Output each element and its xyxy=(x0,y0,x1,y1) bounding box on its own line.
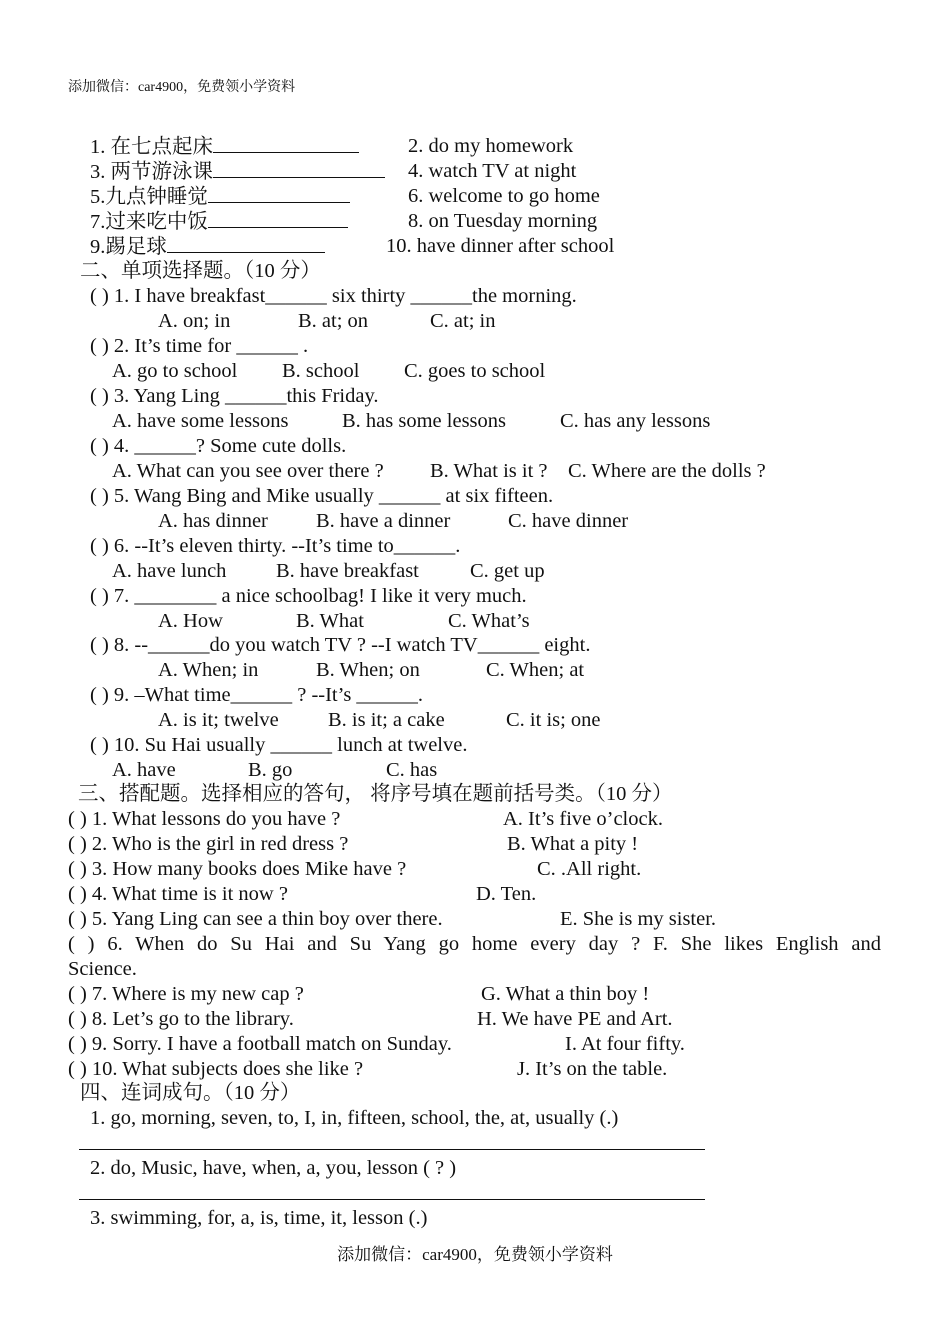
question-4-option-c: C. Where are the dolls ? xyxy=(568,460,766,482)
question-5-option-a: A. has dinner xyxy=(158,510,268,532)
question-2-option-c: C. goes to school xyxy=(404,360,546,382)
question-3-option-b: B. has some lessons xyxy=(342,410,506,432)
question-4-stem: ( ) 4. ______? Some cute dolls. xyxy=(90,435,347,457)
part1-item-8: 8. on Tuesday morning xyxy=(408,210,598,232)
match-question-2: ( ) 2. Who is the girl in red dress ? xyxy=(68,833,349,855)
question-9-option-b: B. is it; a cake xyxy=(328,709,445,731)
question-2-stem: ( ) 2. It’s time for ______ . xyxy=(90,335,309,357)
question-10-stem: ( ) 10. Su Hai usually ______ lunch at twelve. xyxy=(90,734,468,756)
match-question-5: ( ) 5. Yang Ling can see a thin boy over there. xyxy=(68,908,443,930)
answer-line-2[interactable] xyxy=(79,1199,705,1200)
question-3-option-a: A. have some lessons xyxy=(112,410,289,432)
part1-item-3: 3. 两节游泳课 xyxy=(90,159,385,184)
match-answer-f-continued: Science. xyxy=(68,958,137,980)
sentence-item-1: 1. go, morning, seven, to, I, in, fifteen, school, the, at, usually (.) xyxy=(90,1107,619,1129)
question-8-option-b: B. When; on xyxy=(316,659,420,681)
match-answer-b: B. What a pity ! xyxy=(507,833,639,855)
match-answer-c: C. .All right. xyxy=(537,858,642,880)
match-question-9: ( ) 9. Sorry. I have a football match on Sunday. xyxy=(68,1033,452,1055)
match-question-4: ( ) 4. What time is it now ? xyxy=(68,883,288,905)
question-5-stem: ( ) 5. Wang Bing and Mike usually ______ at six fifteen. xyxy=(90,485,554,507)
part4-title: 四、连词成句。（10 分） xyxy=(80,1082,301,1104)
part1-item-2: 2. do my homework xyxy=(408,135,574,157)
question-8-option-c: C. When; at xyxy=(486,659,585,681)
question-7-option-b: B. What xyxy=(296,610,364,632)
question-10-option-b: B. go xyxy=(248,759,293,781)
question-8-option-a: A. When; in xyxy=(158,659,259,681)
question-8-stem: ( ) 8. --______do you watch TV ? --I watch TV______ eight. xyxy=(90,634,591,656)
answer-line-1[interactable] xyxy=(79,1149,705,1150)
question-9-option-c: C. it is; one xyxy=(506,709,601,731)
question-6-stem: ( ) 6. --It’s eleven thirty. --It’s time to______. xyxy=(90,535,461,557)
footer-note: 添加微信：car4900，免费领小学资料 xyxy=(337,1245,613,1264)
match-question-6: ( ) 6. When do Su Hai and Su Yang go home every day ? F. She likes English and xyxy=(68,933,881,955)
question-5-option-c: C. have dinner xyxy=(508,510,629,532)
question-4-option-b: B. What is it ? xyxy=(430,460,548,482)
answer-blank[interactable] xyxy=(208,209,348,228)
question-2-option-b: B. school xyxy=(282,360,360,382)
part1-item-9: 9.踢足球 xyxy=(90,234,325,259)
part1-item-4: 4. watch TV at night xyxy=(408,160,577,182)
question-10-option-c: C. has xyxy=(386,759,438,781)
question-7-stem: ( ) 7. ________ a nice schoolbag! I like it very much. xyxy=(90,585,527,607)
part1-item-5: 5.九点钟睡觉 xyxy=(90,184,350,209)
question-7-option-a: A. How xyxy=(158,610,223,632)
match-question-10: ( ) 10. What subjects does she like ? xyxy=(68,1058,364,1080)
question-1-stem: ( ) 1. I have breakfast______ six thirty ______the morning. xyxy=(90,285,577,307)
match-answer-g: G. What a thin boy ! xyxy=(481,983,650,1005)
question-7-option-c: C. What’s xyxy=(448,610,530,632)
part1-item-6: 6. welcome to go home xyxy=(408,185,600,207)
question-4-option-a: A. What can you see over there ? xyxy=(112,460,384,482)
question-6-option-b: B. have breakfast xyxy=(276,560,419,582)
question-1-option-a: A. on; in xyxy=(158,310,231,332)
question-1-option-c: C. at; in xyxy=(430,310,496,332)
question-10-option-a: A. have xyxy=(112,759,176,781)
answer-blank[interactable] xyxy=(213,134,359,153)
question-6-option-a: A. have lunch xyxy=(112,560,227,582)
answer-blank[interactable] xyxy=(167,234,325,253)
match-question-1: ( ) 1. What lessons do you have ? xyxy=(68,808,341,830)
match-question-8: ( ) 8. Let’s go to the library. xyxy=(68,1008,294,1030)
match-question-7: ( ) 7. Where is my new cap ? xyxy=(68,983,304,1005)
part2-title: 二、单项选择题。（10 分） xyxy=(80,260,321,282)
sentence-item-3: 3. swimming, for, a, is, time, it, lesson (.) xyxy=(90,1207,428,1229)
question-9-option-a: A. is it; twelve xyxy=(158,709,279,731)
answer-blank[interactable] xyxy=(208,184,350,203)
question-1-option-b: B. at; on xyxy=(298,310,369,332)
question-6-option-c: C. get up xyxy=(470,560,545,582)
match-answer-e: E. She is my sister. xyxy=(560,908,717,930)
question-3-option-c: C. has any lessons xyxy=(560,410,711,432)
question-9-stem: ( ) 9. –What time______ ? --It’s ______. xyxy=(90,684,424,706)
question-5-option-b: B. have a dinner xyxy=(316,510,451,532)
part3-title: 三、搭配题。选择相应的答句， 将序号填在题前括号类。（10 分） xyxy=(78,783,673,805)
sentence-item-2: 2. do, Music, have, when, a, you, lesson ( ? ) xyxy=(90,1157,457,1179)
match-answer-i: I. At four fifty. xyxy=(565,1033,685,1055)
part1-item-10: 10. have dinner after school xyxy=(386,235,615,257)
match-answer-h: H. We have PE and Art. xyxy=(477,1008,673,1030)
question-2-option-a: A. go to school xyxy=(112,360,238,382)
header-note: 添加微信：car4900，免费领小学资料 xyxy=(68,80,296,95)
match-answer-j: J. It’s on the table. xyxy=(517,1058,668,1080)
part1-item-1: 1. 在七点起床 xyxy=(90,134,359,159)
match-answer-a: A. It’s five o’clock. xyxy=(503,808,663,830)
match-question-3: ( ) 3. How many books does Mike have ? xyxy=(68,858,407,880)
question-3-stem: ( ) 3. Yang Ling ______this Friday. xyxy=(90,385,379,407)
match-answer-d: D. Ten. xyxy=(476,883,537,905)
part1-item-7: 7.过来吃中饭 xyxy=(90,209,348,234)
answer-blank[interactable] xyxy=(213,159,385,178)
